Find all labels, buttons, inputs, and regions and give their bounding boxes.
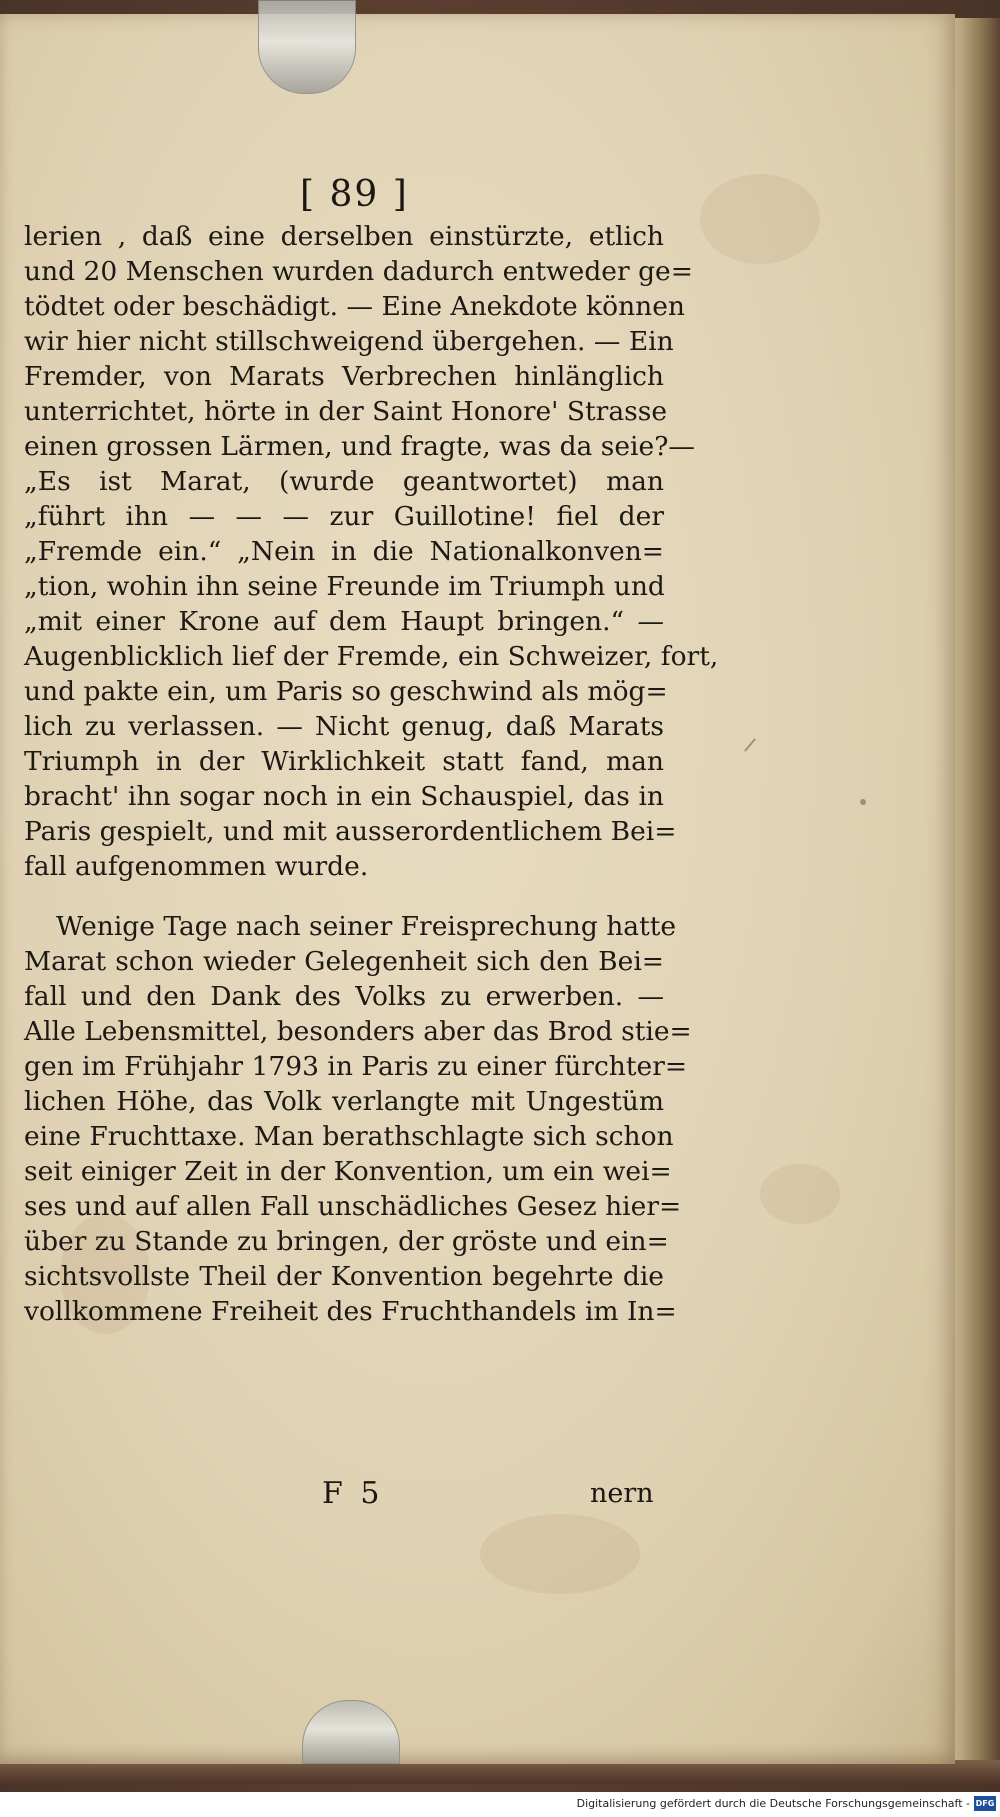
catchword: nern [590, 1478, 654, 1509]
footer-credit: Digitalisierung gefördert durch die Deutsche Forschungsgemeinschaft - [576, 1797, 970, 1810]
text-line: und 20 Menschen wurden dadurch entweder ge= [24, 256, 693, 287]
text-line: Fremder, von Marats Verbrechen hinlänglich [24, 361, 664, 392]
text-line: vollkommene Freiheit des Fruchthandels im In= [24, 1296, 677, 1327]
text-line: unterrichtet, hörte in der Saint Honore' Strasse [24, 396, 668, 427]
text-line: Paris gespielt, und mit ausserordentlichem Bei= [24, 816, 677, 847]
text-line: lich zu verlassen. — Nicht genug, daß Marats [24, 711, 664, 742]
text-line: Wenige Tage nach seiner Freisprechung hatte [56, 911, 677, 942]
paper-stain [700, 174, 820, 264]
text-line: seit einiger Zeit in der Konvention, um ein wei= [24, 1156, 672, 1187]
text-line: „führt ihn — — — zur Guillotine! fiel der [24, 501, 664, 532]
signature-mark: F 5 [322, 1476, 384, 1511]
text-line: Marat schon wieder Gelegenheit sich den Bei= [24, 946, 664, 977]
text-line: bracht' ihn sogar noch in ein Schauspiel, das in [24, 781, 664, 812]
page-number: [ 89 ] [300, 174, 409, 215]
digitization-footer [0, 1792, 1000, 1817]
text-line: gen im Frühjahr 1793 in Paris zu einer fürchter= [24, 1051, 688, 1082]
text-line: „Fremde ein.“ „Nein in die Nationalkonven= [24, 536, 664, 567]
text-line: tödtet oder beschädigt. — Eine Anekdote können [24, 291, 685, 322]
paper-stain [480, 1514, 640, 1594]
text-line: und pakte ein, um Paris so geschwind als mög= [24, 676, 668, 707]
text-line: ses und auf allen Fall unschädliches Gesez hier= [24, 1191, 682, 1222]
pen-mark [860, 799, 866, 805]
text-line: sichtsvollste Theil der Konvention begehrte die [24, 1261, 664, 1292]
text-line: wir hier nicht stillschweigend übergehen. — Ein [24, 326, 674, 357]
text-line: eine Fruchttaxe. Man berathschlagte sich schon [24, 1121, 674, 1152]
pen-mark [744, 738, 756, 752]
text-line: fall und den Dank des Volks zu erwerben. — [24, 981, 664, 1012]
text-line: einen grossen Lärmen, und fragte, was da seie?— [24, 431, 695, 462]
text-line: „Es ist Marat, (wurde geantwortet) man [24, 466, 664, 497]
text-line: lichen Höhe, das Volk verlangte mit Ungestüm [24, 1086, 664, 1117]
text-line: Augenblicklich lief der Fremde, ein Schweizer, fort, [24, 641, 719, 672]
text-line: „tion, wohin ihn seine Freunde im Triumph und [24, 571, 665, 602]
text-line: fall aufgenommen wurde. [24, 851, 369, 882]
paper-stain [760, 1164, 840, 1224]
book-page [0, 14, 955, 1764]
page-clip-top [258, 0, 356, 94]
text-line: Alle Lebensmittel, besonders aber das Brod stie= [24, 1016, 692, 1047]
text-line: „mit einer Krone auf dem Haupt bringen.“ — [24, 606, 664, 637]
text-line: Triumph in der Wirklichkeit statt fand, man [24, 746, 664, 777]
text-line: über zu Stande zu bringen, der gröste und ein= [24, 1226, 669, 1257]
dfg-logo-icon: DFG [974, 1796, 996, 1811]
text-line: lerien , daß eine derselben einstürzte, etlich [24, 221, 664, 252]
